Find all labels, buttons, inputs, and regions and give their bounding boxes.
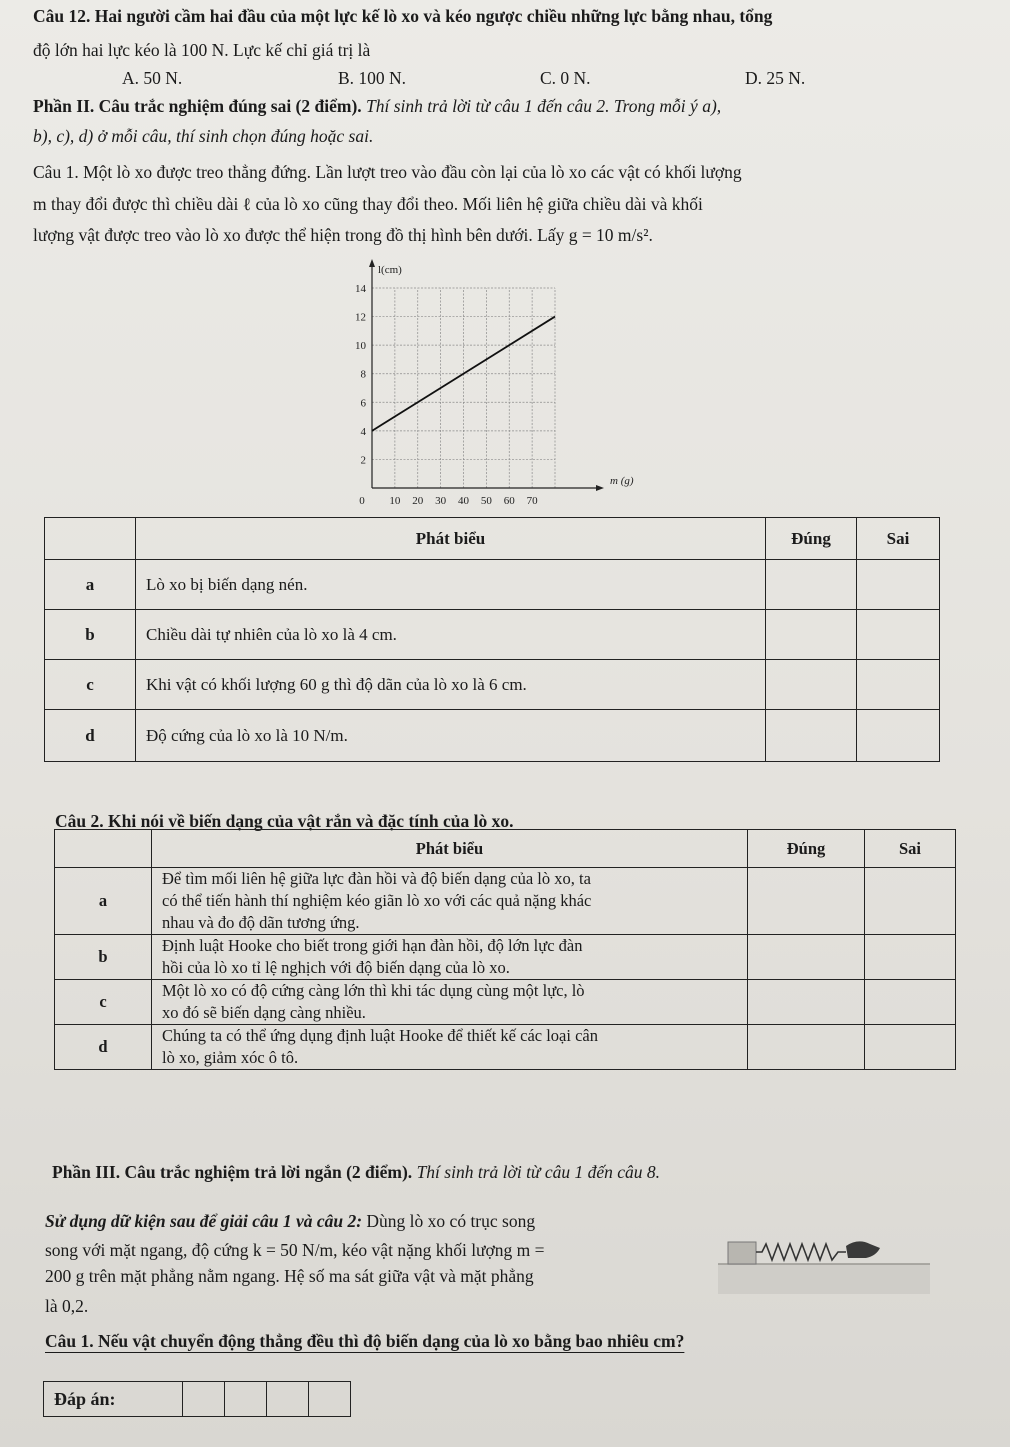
row-label: a: [45, 560, 136, 610]
y-axis-arrow: [369, 259, 375, 267]
false-checkbox-cell[interactable]: [857, 710, 940, 762]
statement-line: Một lò xo có độ cứng càng lớn thì khi tác dụng cùng một lực, lò: [162, 981, 585, 1000]
true-checkbox-cell[interactable]: [766, 560, 857, 610]
table-row: [45, 660, 940, 710]
chart-ticks: [355, 264, 634, 505]
x-tick-label: 70: [526, 495, 538, 505]
q1-header-statement: Phát biểu: [136, 518, 766, 560]
part3-lead: Sử dụng dữ kiện sau để giải câu 1 và câu 2:: [45, 1211, 363, 1231]
row-statement: Chiều dài tự nhiên của lò xo là 4 cm.: [136, 610, 766, 660]
q12-option-c[interactable]: C. 0 N.: [540, 68, 591, 88]
q2-table-header: [55, 830, 956, 868]
row-label: d: [45, 710, 136, 762]
q12-line1: [33, 6, 772, 27]
answer-cell[interactable]: [267, 1382, 309, 1416]
true-checkbox-cell[interactable]: [748, 980, 865, 1025]
q12-text-1: Câu 12. Hai người cầm hai đầu của một lực kế lò xo và kéo ngược chiều những lực bằng nhau, tổng: [33, 6, 773, 26]
q1-table-header: [45, 518, 940, 560]
q2-header-empty: [55, 830, 152, 868]
statement-line: Để tìm mối liên hệ giữa lực đàn hồi và độ biến dạng của lò xo, ta: [162, 869, 591, 888]
q1-line3: lượng vật được treo vào lò xo được thể hiện trong đồ thị hình bên dưới. Lấy g = 10 m/s².: [33, 225, 653, 245]
q2-header-statement: Phát biểu: [152, 830, 748, 868]
table-row: [55, 935, 956, 980]
q1-header-false: Sai: [857, 518, 940, 560]
table-row: [45, 610, 940, 660]
x-tick-label: 50: [480, 495, 492, 505]
y-tick-label: 4: [360, 425, 366, 438]
answer-box: [43, 1381, 351, 1417]
q1-line2: m thay đổi được thì chiều dài ℓ của lò xo cũng thay đổi theo. Mối liên hệ giữa chiều dài và khối: [33, 194, 703, 214]
answer-label: Đáp án:: [44, 1382, 183, 1416]
q12-line2: độ lớn hai lực kéo là 100 N. Lực kế chỉ giá trị là: [33, 40, 371, 60]
true-checkbox-cell[interactable]: [748, 868, 865, 935]
table-row: [55, 868, 956, 935]
x-tick-label: 60: [503, 495, 515, 505]
part3-q1: Câu 1. Nếu vật chuyển động thẳng đều thì độ biến dạng của lò xo bằng bao nhiêu cm?: [45, 1331, 685, 1351]
part3-line1: [45, 1211, 535, 1232]
table-row: [55, 980, 956, 1025]
false-checkbox-cell[interactable]: [865, 980, 956, 1025]
x-axis-label: m (g): [610, 475, 634, 487]
y-tick-label: 14: [355, 283, 366, 295]
true-checkbox-cell[interactable]: [766, 710, 857, 762]
row-label: d: [55, 1025, 152, 1070]
row-statement: Độ cứng của lò xo là 10 N/m.: [136, 710, 766, 762]
horizontal-surface: [718, 1264, 930, 1294]
statement-line: Định luật Hooke cho biết trong giới hạn đàn hồi, độ lớn lực đàn: [162, 936, 583, 955]
q1-header-true: Đúng: [766, 518, 857, 560]
spring-block-illustration: [718, 1222, 930, 1296]
block-icon: [728, 1242, 756, 1264]
part2-header: [33, 96, 721, 117]
false-checkbox-cell[interactable]: [857, 660, 940, 710]
q2-true-false-table: [54, 829, 956, 1070]
length-mass-chart: [330, 255, 660, 505]
part3-line2: song với mặt ngang, độ cứng k = 50 N/m, kéo vật nặng khối lượng m =: [45, 1240, 545, 1260]
false-checkbox-cell[interactable]: [865, 1025, 956, 1070]
spring-icon: [756, 1244, 846, 1260]
statement-line: nhau và đo độ dãn tương ứng.: [162, 913, 360, 932]
true-checkbox-cell[interactable]: [766, 660, 857, 710]
part3-line3: 200 g trên mặt phẳng nằm ngang. Hệ số ma sát giữa vật và mặt phẳng: [45, 1266, 534, 1286]
q12-option-d[interactable]: D. 25 N.: [745, 68, 806, 88]
x-tick-label: 0: [359, 495, 365, 505]
answer-cell[interactable]: [183, 1382, 225, 1416]
y-tick-label: 10: [355, 340, 366, 353]
part3-line1-text: Dùng lò xo có trục song: [362, 1211, 536, 1231]
statement-line: Chúng ta có thể ứng dụng định luật Hooke để thiết kế các loại cân: [162, 1026, 598, 1045]
q12-option-a[interactable]: A. 50 N.: [122, 68, 183, 88]
table-row: [45, 710, 940, 762]
row-statement: [152, 1025, 748, 1070]
answer-cell[interactable]: [225, 1382, 267, 1416]
q2-header-true: Đúng: [748, 830, 865, 868]
row-label: b: [45, 610, 136, 660]
x-axis-arrow: [596, 485, 604, 491]
row-statement: [152, 980, 748, 1025]
y-tick-label: 12: [355, 311, 366, 324]
hand-icon: [846, 1241, 880, 1258]
statement-line: xo đó sẽ biến dạng càng nhiều.: [162, 1003, 366, 1022]
row-statement: [152, 868, 748, 935]
part3-instr: Thí sinh trả lời từ câu 1 đến câu 8.: [412, 1162, 661, 1182]
chart-grid: [372, 288, 555, 488]
answer-cell[interactable]: [309, 1382, 350, 1416]
part3-header: [52, 1162, 660, 1183]
false-checkbox-cell[interactable]: [857, 560, 940, 610]
false-checkbox-cell[interactable]: [865, 868, 956, 935]
row-statement: [152, 935, 748, 980]
part3-title: Phần III. Câu trắc nghiệm trả lời ngắn (2 điểm).: [52, 1162, 413, 1182]
statement-line: lò xo, giảm xóc ô tô.: [162, 1048, 299, 1067]
row-label: c: [45, 660, 136, 710]
x-tick-label: 20: [412, 495, 424, 505]
q1-header-empty: [45, 518, 136, 560]
table-row: [45, 560, 940, 610]
row-label: b: [55, 935, 152, 980]
statement-line: có thể tiến hành thí nghiệm kéo giãn lò xo với các quả nặng khác: [162, 891, 592, 910]
q12-option-b[interactable]: B. 100 N.: [338, 68, 407, 88]
y-tick-label: 6: [360, 397, 366, 410]
x-tick-label: 30: [435, 495, 447, 505]
true-checkbox-cell[interactable]: [748, 1025, 865, 1070]
row-statement: Khi vật có khối lượng 60 g thì độ dãn của lò xo là 6 cm.: [136, 660, 766, 710]
row-statement: Lò xo bị biến dạng nén.: [136, 560, 766, 610]
y-tick-label: 8: [360, 368, 366, 381]
part2-title: Phần II. Câu trắc nghiệm đúng sai (2 điểm).: [33, 96, 362, 116]
y-axis-label: l(cm): [378, 264, 402, 276]
part3-line4: là 0,2.: [45, 1296, 89, 1316]
false-checkbox-cell[interactable]: [857, 610, 940, 660]
q2-title: Câu 2. Khi nói về biến dạng của vật rắn và đặc tính của lò xo.: [55, 811, 514, 831]
y-tick-label: 2: [360, 454, 366, 467]
false-checkbox-cell[interactable]: [865, 935, 956, 980]
statement-line: hồi của lò xo tỉ lệ nghịch với độ biến dạng của lò xo.: [162, 958, 510, 977]
q1-line1: Câu 1. Một lò xo được treo thẳng đứng. Lần lượt treo vào đầu còn lại của lò xo các vật có khối lượng: [33, 162, 742, 182]
part2-instr1: Thí sinh trả lời từ câu 1 đến câu 2. Trong mỗi ý a),: [361, 96, 722, 116]
true-checkbox-cell[interactable]: [766, 610, 857, 660]
x-tick-label: 10: [389, 495, 401, 505]
true-checkbox-cell[interactable]: [748, 935, 865, 980]
table-row: [55, 1025, 956, 1070]
q1-true-false-table: [44, 517, 940, 762]
part2-instr2: b), c), d) ở mỗi câu, thí sinh chọn đúng hoặc sai.: [33, 126, 374, 146]
row-label: c: [55, 980, 152, 1025]
row-label: a: [55, 868, 152, 935]
q2-header-false: Sai: [865, 830, 956, 868]
x-tick-label: 40: [458, 495, 469, 505]
